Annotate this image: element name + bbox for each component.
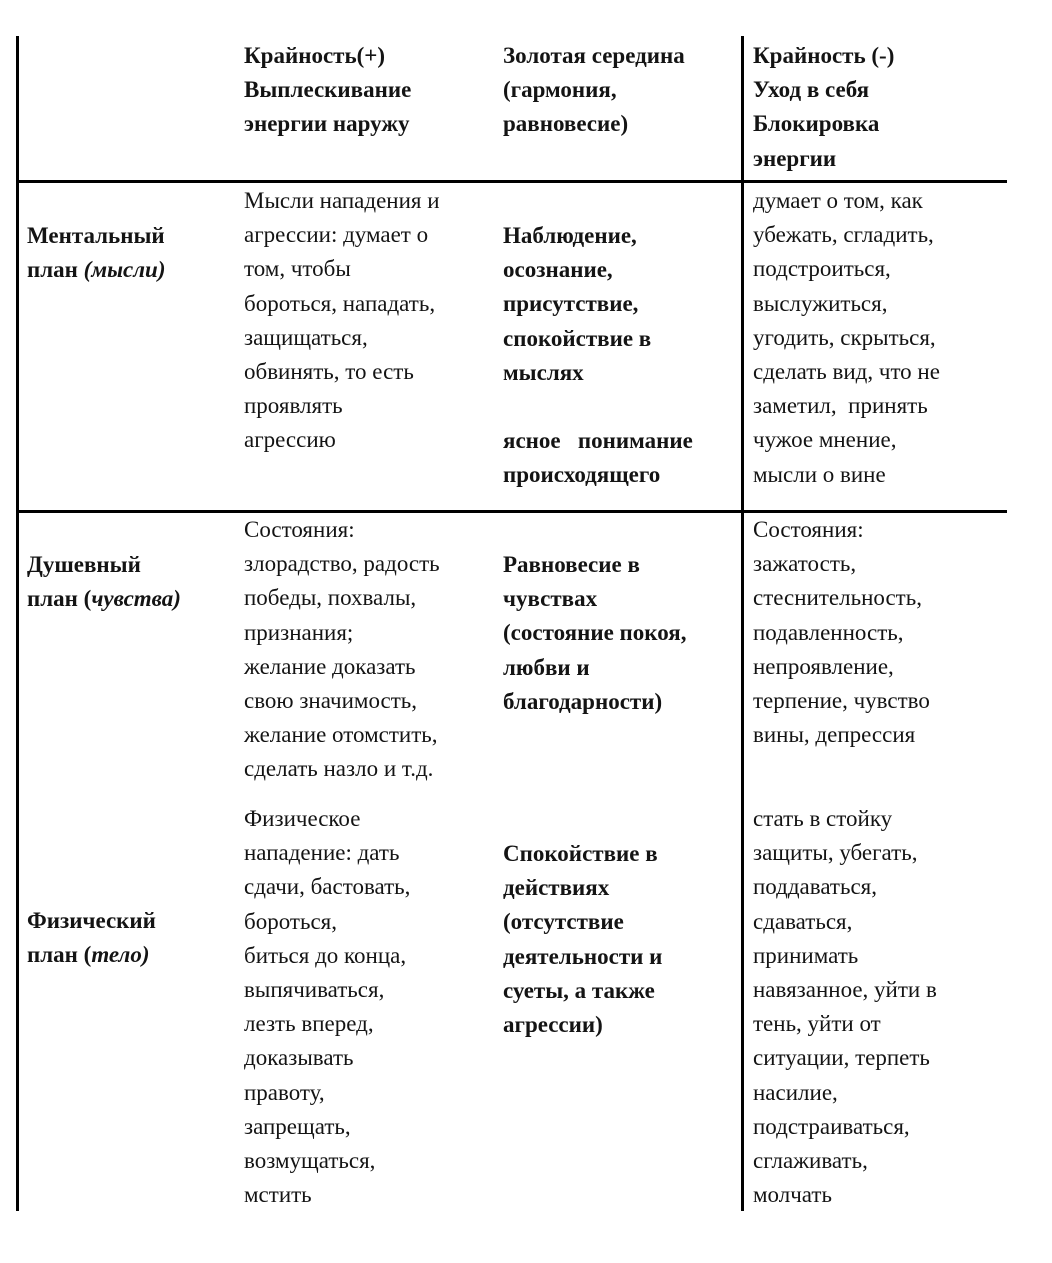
cell-line: ситуации, терпеть (753, 1045, 930, 1071)
cell-line: Равновесие в (503, 552, 640, 577)
cell-line: агрессии) (503, 1011, 603, 1037)
cell-line: агрессию (244, 427, 336, 453)
cell-line: Мысли нападения и (244, 188, 440, 213)
row-label-plan: план ( (27, 942, 92, 968)
cell-line: возмущаться, (244, 1147, 376, 1173)
cell-line: признания; (244, 619, 354, 645)
header-extreme-plus (244, 39, 411, 142)
cell-line: (состояние покоя, (503, 620, 687, 646)
cell-line: обвинять, то есть (244, 358, 414, 384)
cell-physical-minus (753, 802, 937, 1212)
cell-line: мыслях (503, 359, 584, 385)
cell-physical-plus (244, 802, 410, 1212)
row-label-main: Физический (27, 908, 156, 933)
cell-line: сделать вид, что не (753, 358, 940, 384)
cell-line: подстраиваться, (753, 1113, 910, 1139)
cell-line: спокойствие в (503, 325, 652, 351)
header-line: Крайность (-) (753, 43, 895, 68)
cell-line: убежать, сгладить, (753, 222, 934, 248)
row-label-mental (27, 219, 166, 287)
cell-line: действиях (503, 875, 610, 901)
header-row-divider (16, 180, 1007, 183)
row-label-sub (27, 582, 181, 616)
header-line: равновесие) (503, 111, 629, 137)
cell-line: злорадство, радость (244, 551, 440, 577)
header-line: Блокировка (753, 111, 880, 137)
cell-line: проявлять (244, 393, 343, 419)
header-line: энергии (753, 145, 837, 171)
cell-line: сделать назло и т.д. (244, 756, 434, 782)
cell-line: Состояния: (753, 517, 864, 542)
cell-line: запрещать, (244, 1113, 351, 1139)
row-label-paren: тело) (91, 942, 150, 968)
cell-line: лезть вперед, (244, 1011, 374, 1037)
cell-line: поддаваться, (753, 874, 878, 900)
header-line: (гармония, (503, 77, 617, 103)
row-label-paren: чувства) (91, 586, 181, 612)
cell-line: насилие, (753, 1079, 838, 1105)
row-label-plan: план ( (27, 586, 92, 612)
cell-line: зажатость, (753, 551, 857, 577)
cell-line: бороться, (244, 908, 337, 934)
cell-line: осознание, (503, 257, 613, 283)
cell-line: вины, депрессия (753, 722, 916, 748)
header-line: Золотая середина (503, 43, 685, 68)
cell-line: думает о том, как (753, 188, 923, 213)
cell-line: Физическое (244, 806, 361, 831)
row-label-sub (27, 938, 156, 972)
cell-mental-middle (503, 219, 693, 493)
cell-line: подстроиться, (753, 256, 891, 282)
row-label-physical (27, 904, 156, 972)
cell-line: бороться, нападать, (244, 290, 436, 316)
header-extreme-minus (753, 39, 894, 176)
cell-line: Наблюдение, (503, 223, 637, 248)
cell-line: тень, уйти от (753, 1011, 881, 1037)
cell-line: суеты, а также (503, 977, 655, 1003)
cell-line: угодить, скрыться, (753, 324, 936, 350)
cell-line: правоту, (244, 1079, 325, 1105)
cell-emotional-middle (503, 548, 687, 719)
cell-line: желание отомстить, (244, 722, 438, 748)
row-label-main: Душевный (27, 552, 141, 577)
cell-line: ясное понимание (503, 428, 693, 454)
cell-line: присутствие, (503, 291, 639, 317)
cell-line: стать в стойку (753, 806, 893, 831)
cell-line: нападение: дать (244, 840, 400, 866)
cell-line: терпение, чувство (753, 687, 930, 713)
header-line: энергии наружу (244, 111, 410, 137)
cell-line: выпячиваться, (244, 976, 385, 1002)
table-left-border (16, 36, 19, 1211)
cell-line: принимать (753, 942, 859, 968)
cell-line: защиты, убегать, (753, 840, 918, 866)
cell-line: выслужиться, (753, 290, 888, 316)
cell-mental-plus (244, 184, 440, 458)
row-label-sub (27, 253, 166, 287)
header-golden-mean (503, 39, 685, 142)
cell-line: сдачи, бастовать, (244, 874, 411, 900)
row-label-main: Ментальный (27, 223, 165, 248)
cell-line: подавленность, (753, 619, 904, 645)
cell-line: деятельности и (503, 943, 663, 969)
cell-line: заметил, принять (753, 393, 928, 419)
cell-line: биться до конца, (244, 942, 407, 968)
cell-physical-middle (503, 837, 662, 1042)
cell-line: непроявление, (753, 653, 894, 679)
header-line: Уход в себя (753, 77, 870, 103)
cell-emotional-minus (753, 513, 930, 752)
cell-line: сдаваться, (753, 908, 853, 934)
cell-line: мысли о вине (753, 461, 886, 487)
cell-line: агрессии: думает о (244, 222, 429, 248)
cell-line: том, чтобы (244, 256, 351, 282)
cell-line: свою значимость, (244, 687, 418, 713)
cell-line: Состояния: (244, 517, 355, 542)
cell-line: сглаживать, (753, 1147, 868, 1173)
row-label-paren: (мысли) (83, 257, 166, 283)
row-label-plan: план (27, 257, 84, 283)
cell-line: (отсутствие (503, 909, 624, 935)
cell-line: молчать (753, 1182, 832, 1208)
header-line: Крайность(+) (244, 43, 386, 68)
column-divider (741, 36, 744, 1211)
cell-line (503, 390, 693, 424)
cell-mental-minus (753, 184, 940, 492)
cell-line: желание доказать (244, 653, 416, 679)
cell-line: благодарности) (503, 688, 663, 714)
cell-line: происходящего (503, 462, 661, 488)
cell-line: победы, похвалы, (244, 585, 417, 611)
cell-line: стеснительность, (753, 585, 922, 611)
cell-line: защищаться, (244, 324, 368, 350)
cell-line: любви и (503, 654, 590, 680)
cell-line: доказывать (244, 1045, 354, 1071)
row-label-emotional (27, 548, 181, 616)
cell-emotional-plus (244, 513, 440, 787)
cell-line: мстить (244, 1182, 312, 1208)
cell-line: Спокойствие в (503, 841, 658, 866)
cell-line: навязанное, уйти в (753, 976, 937, 1002)
cell-line: чужое мнение, (753, 427, 897, 453)
cell-line: чувствах (503, 586, 598, 612)
header-line: Выплескивание (244, 77, 412, 103)
